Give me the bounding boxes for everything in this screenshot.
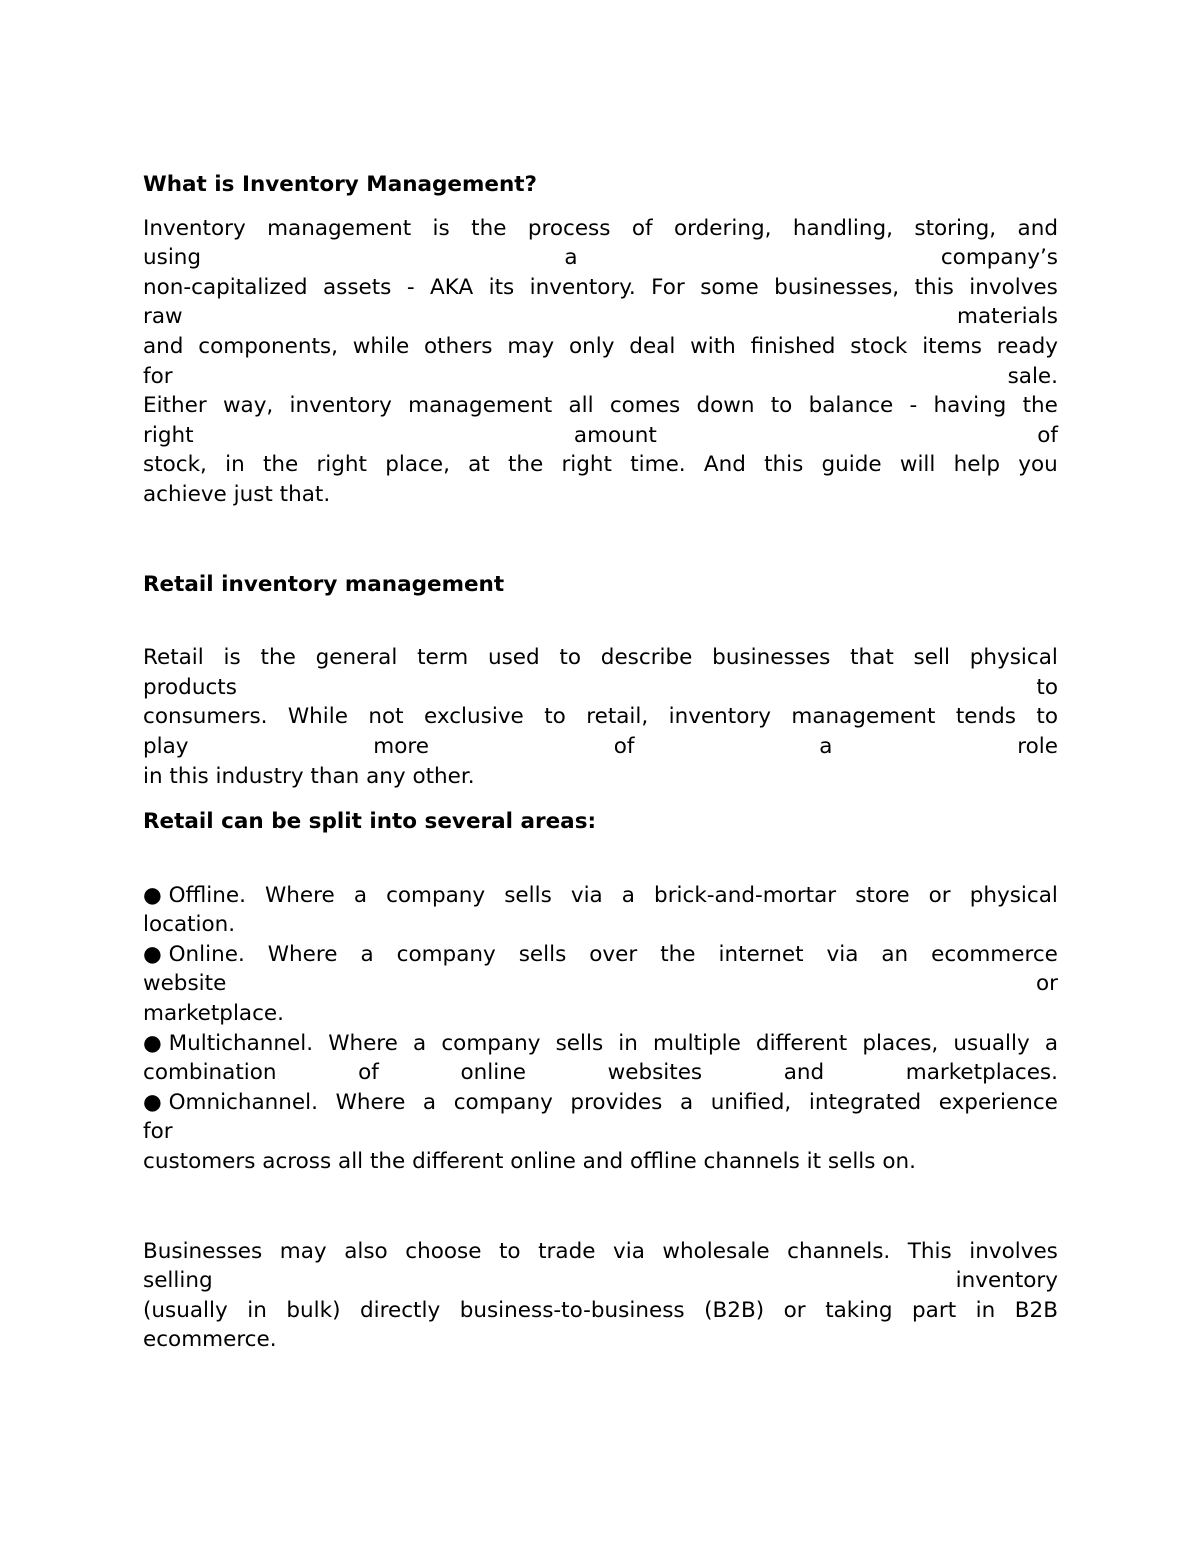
word: inventory [955,1268,1058,1294]
word: also [344,1238,388,1264]
word: this [764,452,804,478]
word: tends [955,704,1016,730]
word: choose [405,1238,482,1264]
paragraph-line [143,732,1058,762]
word: company [453,1089,553,1115]
paragraph-line [143,450,1058,480]
word: components, [198,333,338,359]
word: wholesale [662,1238,770,1264]
word: selling [143,1268,213,1294]
word: more [373,733,429,759]
word: sell [913,645,950,671]
word: all [568,393,594,419]
word: will [899,452,936,478]
word: internet [718,941,804,967]
word: company [396,941,496,967]
word: multiple [653,1030,741,1056]
paragraph-line [143,214,1058,244]
document-page [143,170,1058,1355]
word: and [783,1060,825,1086]
word: exclusive [424,704,524,730]
word: via [570,882,603,908]
word: handling, [792,215,893,241]
word: business-to-business [459,1297,685,1323]
word: play [143,733,189,759]
paragraph-line: for [143,1119,173,1145]
word: a [413,1030,427,1056]
word: sells [518,941,567,967]
word: an [881,941,909,967]
word: process [527,215,611,241]
paragraph-line: marketplace. [143,1001,284,1027]
paragraph-line [143,969,1058,999]
word: guide [821,452,882,478]
word: sale. [1007,363,1058,389]
word: retail, [586,704,649,730]
word: Where [267,941,338,967]
heading-retail-inventory-management: Retail inventory management [143,571,505,597]
word: using [143,245,202,271]
word: sells [504,882,552,908]
word: ● Offline. [143,882,246,908]
word: company [441,1030,541,1056]
paragraph-inventory-management [143,214,1058,510]
word: store [855,882,910,908]
word: inventory. [529,274,636,300]
word: of [358,1060,379,1086]
word: usually [953,1030,1030,1056]
paragraph-line: location. [143,912,236,938]
word: is [432,215,450,241]
paragraph-line [143,702,1058,732]
word: while [352,333,410,359]
word: down [696,393,755,419]
word: place, [385,452,450,478]
paragraph-line [143,940,1058,970]
paragraph-line [143,1088,1058,1118]
word: only [568,333,615,359]
paragraph-line [143,391,1058,421]
word: websites [607,1060,703,1086]
word: a [353,882,367,908]
word: assets [322,274,392,300]
word: experience [938,1089,1058,1115]
word: inventory [668,704,771,730]
paragraph-line [143,362,1058,392]
word: raw [143,304,183,330]
word: taking [825,1297,893,1323]
word: storing, [914,215,997,241]
word: the [260,645,296,671]
word: businesses [712,645,831,671]
word: company’s [940,245,1058,271]
word: way, [222,393,274,419]
word: integrated [808,1089,922,1115]
word: Retail [143,645,204,671]
word: the [262,452,299,478]
word: used [487,645,540,671]
word: Where [328,1030,398,1056]
paragraph-line [143,1266,1058,1296]
word: some [700,274,759,300]
word: places, [862,1030,939,1056]
word: brick-and-mortar [654,882,837,908]
word: B2B [1014,1297,1058,1323]
word: general [315,645,398,671]
word: a [1044,1030,1058,1056]
word: products [143,674,237,700]
word: sells [555,1030,604,1056]
word: and [143,333,184,359]
word: management [791,704,936,730]
word: ● Omnichannel. [143,1089,318,1115]
paragraph-line: customers across all the different online and offline channels it sells on. [143,1149,916,1175]
word: to [498,1238,521,1264]
word: ready [996,333,1058,359]
word: having [933,393,1007,419]
paragraph-line: ecommerce. [143,1327,277,1353]
bullet-list [143,881,1058,1177]
word: via [613,1238,645,1264]
word: this [914,274,954,300]
word: comes [609,393,681,419]
heading-retail-areas: Retail can be split into several areas: [143,809,597,835]
word: online [460,1060,527,1086]
word: to [770,393,793,419]
word: or [1036,971,1058,997]
word: Businesses [143,1238,263,1264]
word: (B2B) [704,1297,765,1323]
word: non-capitalized [143,274,308,300]
word: right [316,452,367,478]
word: Where [265,882,335,908]
word: provides [570,1089,663,1115]
word: of [631,215,653,241]
word: or [928,882,951,908]
word: (usually [143,1297,228,1323]
list-item-online [143,940,1058,1029]
word: bulk) [286,1297,341,1323]
word: ecommerce [931,941,1058,967]
word: physical [969,645,1058,671]
word: balance [808,393,894,419]
word: marketplaces. [905,1060,1058,1086]
word: the [660,941,696,967]
paragraph-line [143,881,1058,911]
word: AKA [430,274,474,300]
word: over [589,941,638,967]
word: inventory [289,393,392,419]
word: a [679,1089,694,1115]
word: the [471,215,507,241]
list-item-multichannel-omnichannel [143,1029,1058,1147]
word: right [561,452,612,478]
word: materials [957,304,1058,330]
word: a [422,1089,437,1115]
word: stock [850,333,908,359]
paragraph-retail [143,643,1058,791]
word: finished [750,333,836,359]
word: the [507,452,544,478]
word: its [488,274,515,300]
word: time. [630,452,686,478]
word: and [1017,215,1058,241]
paragraph-line [143,332,1058,362]
word: or [783,1297,806,1323]
word: And [703,452,746,478]
word: consumers. [143,704,268,730]
word: a [360,941,374,967]
word: you [1018,452,1058,478]
word: term [417,645,469,671]
word: to [1036,704,1058,730]
paragraph-line [143,302,1058,332]
word: ● Online. [143,941,245,967]
paragraph-line [143,273,1058,303]
word: help [953,452,1001,478]
list-item-offline [143,881,1058,940]
paragraph-wholesale [143,1237,1058,1355]
word: channels. [787,1238,891,1264]
paragraph-line [143,1058,1058,1088]
word: stock, [143,452,207,478]
word: in [618,1030,638,1056]
word: in [225,452,245,478]
word: right [143,422,194,448]
word: Where [335,1089,406,1115]
word: via [826,941,859,967]
word: Either [143,393,207,419]
word: - [406,274,415,300]
word: involves [969,274,1058,300]
word: at [468,452,490,478]
word: company [386,882,486,908]
word: to [559,645,582,671]
word: is [223,645,241,671]
word: trade [538,1238,596,1264]
word: a [819,733,833,759]
word: the [1022,393,1058,419]
word: to [544,704,566,730]
paragraph-line [143,1296,1058,1326]
word: for [143,363,173,389]
word: others [424,333,493,359]
word: management [408,393,553,419]
word: part [912,1297,957,1323]
word: physical [969,882,1058,908]
paragraph-line: in this industry than any other. [143,763,475,789]
word: of [1037,422,1058,448]
word: with [690,333,736,359]
word: not [368,704,404,730]
word: a [621,882,635,908]
paragraph-line [143,673,1058,703]
word: combination [143,1060,277,1086]
word: For [651,274,685,300]
word: Inventory [143,215,246,241]
word: unified, [710,1089,792,1115]
word: This [907,1238,952,1264]
word: that [850,645,894,671]
word: may [507,333,555,359]
word: ordering, [674,215,772,241]
word: businesses, [774,274,900,300]
word: of [613,733,635,759]
paragraph-line [143,643,1058,673]
word: amount [573,422,657,448]
word: - [909,393,918,419]
word: may [279,1238,327,1264]
word: in [975,1297,996,1323]
word: ● Multichannel. [143,1030,314,1056]
word: a [564,245,578,271]
word: involves [969,1238,1058,1264]
word: role [1017,733,1058,759]
word: describe [600,645,693,671]
paragraph-line [143,421,1058,451]
word: website [143,971,227,997]
paragraph-line: achieve just that. [143,481,331,507]
word: deal [629,333,676,359]
word: While [287,704,348,730]
paragraph-line [143,1237,1058,1267]
word: management [267,215,412,241]
word: directly [360,1297,441,1323]
word: to [1036,674,1058,700]
paragraph-line [143,1029,1058,1059]
word: in [247,1297,267,1323]
word: items [922,333,982,359]
heading-what-is-inventory-management: What is Inventory Management? [143,172,538,197]
paragraph-line [143,243,1058,273]
word: different [755,1030,848,1056]
